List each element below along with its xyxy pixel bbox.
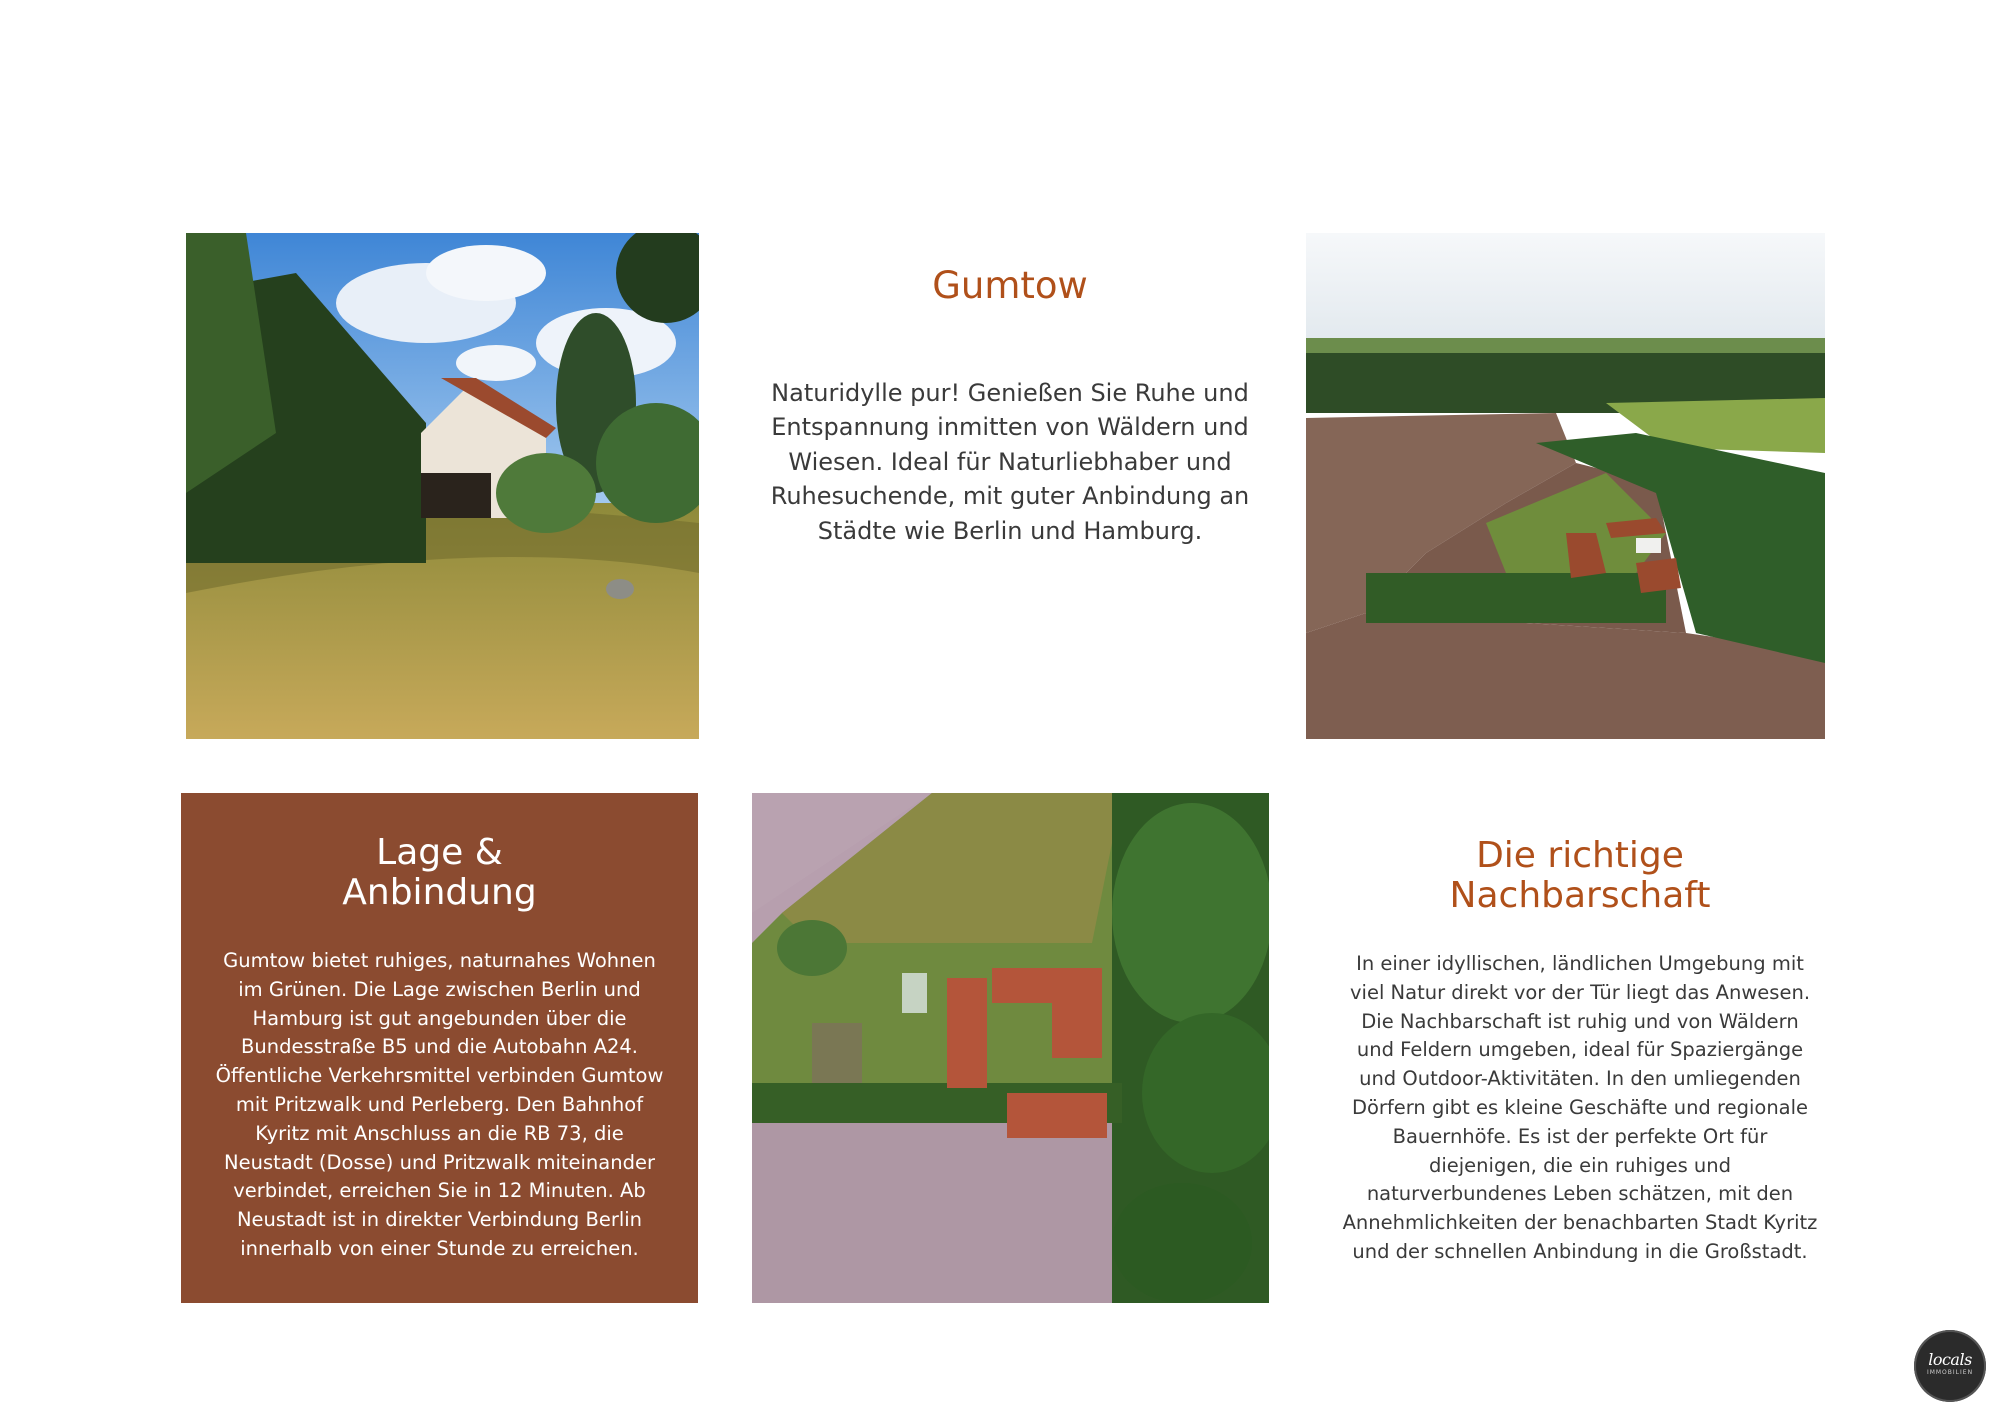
company-logo xyxy=(1914,1330,1986,1402)
house-garden-photo xyxy=(186,233,699,739)
intro-text: Naturidylle pur! Genießen Sie Ruhe und Entspannung inmitten von Wäldern und Wiesen. Ideal für Naturliebhaber und Ruhesuchende, mit guter Anbindung an Städte wie Berlin und Hamburg. xyxy=(770,379,1250,545)
aerial-farm-photo xyxy=(1306,233,1825,739)
logo-subtitle: IMMOBILIEN xyxy=(1926,1369,1974,1376)
logo-script: locals xyxy=(1928,1350,1972,1369)
neighbourhood-text: In einer idyllischen, ländlichen Umgebung mit viel Natur direkt vor der Tür liegt das Anwesen. Die Nachbarschaft ist ruhig und von Wäldern und Feldern umgeben, ideal für Spaziergänge und Outdoor-Aktivitäten. In den umliegenden Dörfern gibt es kleine Geschäfte und regionale Bauernhöfe. Es ist der perfekte Ort für diejenigen, die ein ruhiges und naturverbundenes Leben schätzen, mit den Annehmlichkeiten der benachbarten Stadt Kyritz und der schnellen Anbindung in die Großstadt. xyxy=(1342,952,1818,1263)
location-panel xyxy=(181,793,698,1303)
aerial-topdown-photo xyxy=(752,793,1269,1303)
location-title: Lage & Anbindung xyxy=(342,832,537,913)
intro-section xyxy=(770,264,1250,548)
neighbourhood-title: Die richtige Nachbarschaft xyxy=(1449,835,1711,916)
location-text: Gumtow bietet ruhiges, naturnahes Wohnen im Grünen. Die Lage zwischen Berlin und Hamburg ist gut angebunden über die Bundesstraße B5 und die Autobahn A24. Öffentliche Verkehrsmittel verbinden Gumtow mit Pritzwalk und Perleberg. Den Bahnhof Kyritz mit Anschluss an die RB 73, die Neustadt (Dosse) und Pritzwalk miteinander verbindet, erreichen Sie in 12 Minuten. Ab Neustadt ist in direkter Verbindung Berlin innerhalb von einer Stunde zu erreichen. xyxy=(215,949,664,1260)
intro-title: Gumtow xyxy=(932,264,1088,307)
neighbourhood-section xyxy=(1340,836,1820,1267)
